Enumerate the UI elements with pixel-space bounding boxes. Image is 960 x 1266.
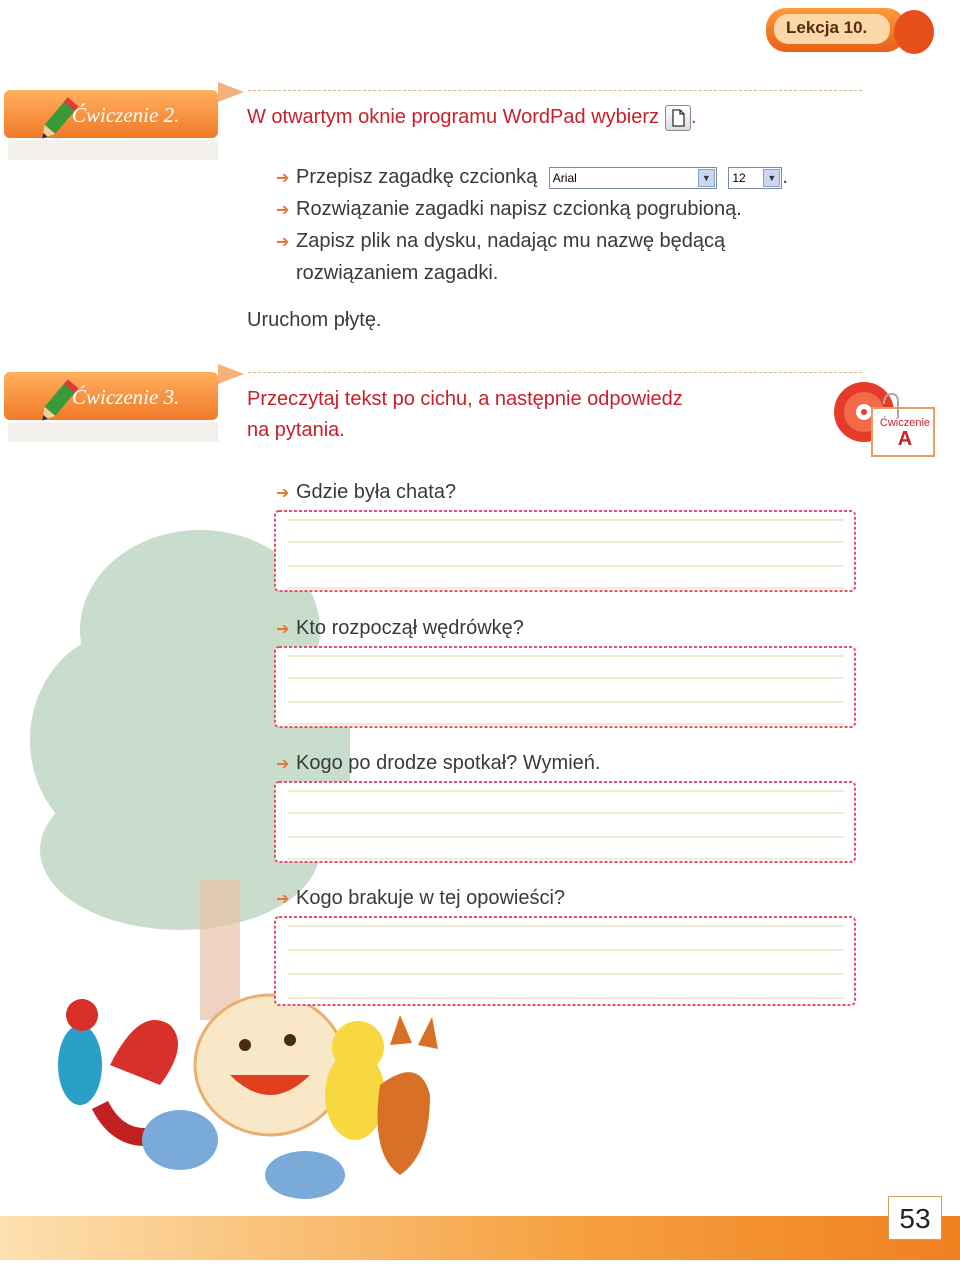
chevron-down-icon: ▼ bbox=[698, 169, 715, 187]
arrow-icon: ➔ bbox=[276, 891, 290, 908]
exercise-2-divider bbox=[248, 90, 862, 91]
question-1: ➔ Gdzie była chata? bbox=[276, 481, 457, 503]
exercise-3-divider bbox=[248, 372, 862, 373]
chevron-down-icon: ▼ bbox=[763, 169, 780, 187]
question-3: ➔ Kogo po drodze spotkał? Wymień. bbox=[276, 752, 601, 774]
font-name-dropdown[interactable]: Arial ▼ bbox=[549, 167, 717, 189]
question-4: ➔ Kogo brakuje w tej opowieści? bbox=[276, 887, 566, 909]
answer-box-2[interactable] bbox=[272, 644, 860, 730]
run-cd-text: Uruchom płytę. bbox=[247, 309, 382, 331]
exercise-2-bullet-1: ➔ Przepisz zagadkę czcionką Arial ▼ 12 ▼ . bbox=[276, 166, 788, 188]
exercise-3-instruction: Przeczytaj tekst po cichu, a następnie odpowiedz na pytania. bbox=[247, 388, 683, 441]
exercise-3-label: Ćwiczenie 3. bbox=[72, 385, 180, 409]
answer-box-3[interactable] bbox=[272, 779, 860, 865]
arrow-icon: ➔ bbox=[276, 621, 290, 638]
new-document-icon[interactable] bbox=[665, 105, 691, 131]
exercise-2-bullet-3: ➔ Zapisz plik na dysku, nadając mu nazwę będącą bbox=[276, 230, 726, 252]
arrow-icon: ➔ bbox=[276, 170, 290, 187]
answer-box-4[interactable] bbox=[272, 914, 860, 1008]
question-2: ➔ Kto rozpoczął wędrówkę? bbox=[276, 617, 524, 639]
exercise-2-bullet-2: ➔ Rozwiązanie zagadki napisz czcionką pogrubioną. bbox=[276, 198, 742, 220]
footer-band bbox=[0, 1216, 960, 1260]
page-number: 53 bbox=[888, 1196, 942, 1240]
exercise-2-label: Ćwiczenie 2. bbox=[72, 103, 180, 127]
cd-badge-letter: A bbox=[897, 428, 913, 450]
arrow-icon: ➔ bbox=[276, 202, 290, 219]
exercise-2-instruction: W otwartym oknie programu WordPad wybierz . bbox=[247, 102, 697, 133]
font-size-dropdown[interactable]: 12 ▼ bbox=[728, 167, 782, 189]
lesson-label: Lekcja 10. bbox=[786, 18, 868, 37]
arrow-icon: ➔ bbox=[276, 485, 290, 502]
arrow-icon: ➔ bbox=[276, 234, 290, 251]
exercise-2-bullet-3-cont: rozwiązaniem zagadki. bbox=[296, 262, 499, 284]
cartoon-characters bbox=[40, 985, 460, 1215]
answer-box-1[interactable] bbox=[272, 508, 860, 594]
arrow-icon: ➔ bbox=[276, 756, 290, 773]
cd-badge-label: Ćwiczenie bbox=[879, 417, 931, 429]
